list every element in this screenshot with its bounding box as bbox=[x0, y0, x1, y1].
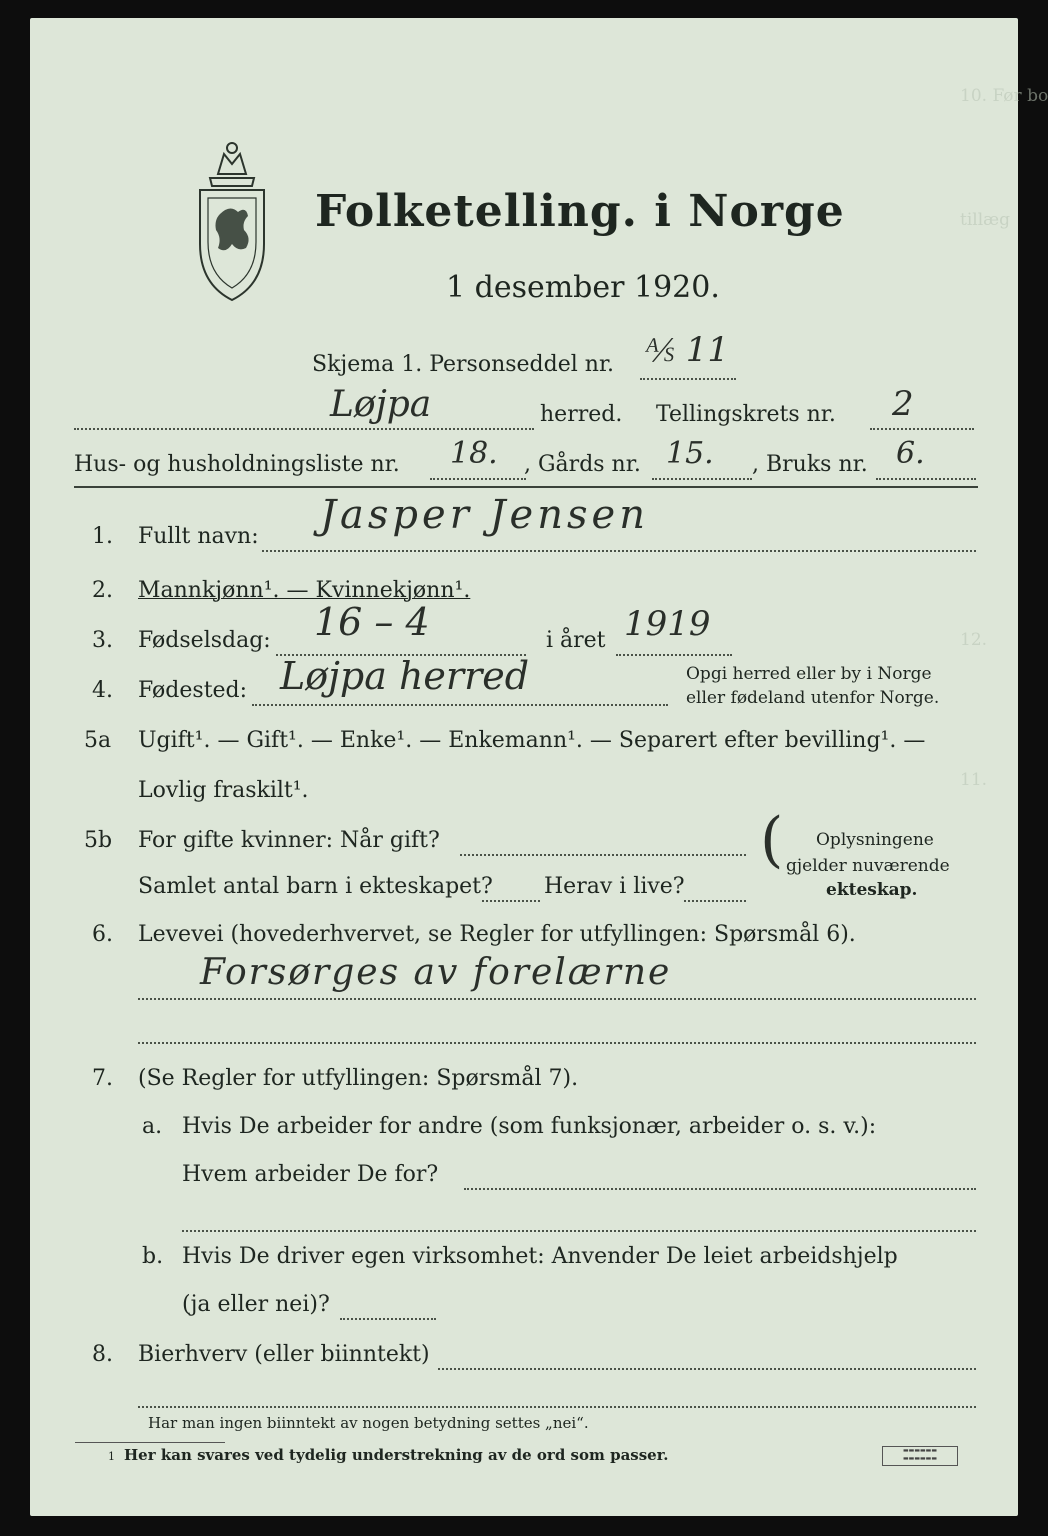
occupation-line-2[interactable] bbox=[138, 1042, 976, 1044]
herred-line bbox=[74, 428, 534, 430]
q6-label: Levevei (hovederhvervet, se Regler for utfyllingen: Spørsmål 6). bbox=[138, 922, 856, 947]
q3-label: Fødselsdag: bbox=[138, 628, 271, 653]
personseddel-value[interactable]: ⅍ 11 bbox=[645, 330, 730, 370]
q1-line bbox=[262, 550, 976, 552]
q7-number: 7. bbox=[92, 1066, 113, 1091]
hired-help-line[interactable] bbox=[340, 1318, 436, 1320]
marital-status-options[interactable]: Ugift¹. — Gift¹. — Enke¹. — Enkemann¹. — Separert efter bevilling¹. — bbox=[138, 728, 926, 753]
show-through-text: 11. bbox=[960, 770, 988, 790]
husliste-value[interactable]: 18. bbox=[450, 436, 498, 471]
gender-options[interactable]: Mannkjønn¹. — Kvinnekjønn¹. bbox=[138, 578, 471, 603]
show-through-text: tillæg bbox=[960, 210, 1011, 230]
q1-label: Fullt navn: bbox=[138, 524, 259, 549]
census-date: 1 desember 1920. bbox=[446, 270, 720, 305]
husliste-label: Hus- og husholdningsliste nr. bbox=[74, 452, 400, 477]
herred-value[interactable]: Løjpa bbox=[330, 384, 432, 425]
marital-status-options-cont[interactable]: Lovlig fraskilt¹. bbox=[138, 778, 309, 803]
no-income-note: Har man ingen biinntekt av nogen betydning settes „nei“. bbox=[148, 1414, 589, 1432]
occupation-line-1 bbox=[138, 998, 976, 1000]
married-when-line[interactable] bbox=[460, 854, 746, 856]
birth-year-value[interactable]: 1919 bbox=[624, 604, 711, 644]
q4-label: Fødested: bbox=[138, 678, 248, 703]
show-through-text: 12. bbox=[960, 630, 988, 650]
brace-glyph: ( bbox=[760, 805, 784, 875]
birthdate-value[interactable]: 16 – 4 bbox=[314, 600, 430, 644]
footnote-text: Her kan svares ved tydelig understrekning av de ord som passer. bbox=[124, 1446, 669, 1464]
printer-stamp: ▬▬▬▬▬▬ ▬▬▬▬▬▬ bbox=[882, 1446, 958, 1466]
form-title: Folketelling. i Norge bbox=[315, 186, 845, 237]
employer-line-2[interactable] bbox=[182, 1230, 976, 1232]
marriage-note-2: gjelder nuværende bbox=[786, 856, 950, 876]
footnote-rule bbox=[75, 1442, 225, 1443]
birthplace-note-1: Opgi herred eller by i Norge bbox=[686, 664, 932, 684]
q8-number: 8. bbox=[92, 1342, 113, 1367]
q7a-employer-label: Hvem arbeider De for? bbox=[182, 1162, 439, 1187]
q3-number: 3. bbox=[92, 628, 113, 653]
q7b-question: Hvis De driver egen virksomhet: Anvender De leiet arbeidshjelp bbox=[182, 1244, 898, 1269]
side-income-line[interactable] bbox=[438, 1368, 976, 1370]
skjema-label: Skjema 1. Personseddel nr. bbox=[312, 352, 615, 377]
bruks-label: , Bruks nr. bbox=[752, 452, 868, 477]
year-label: i året bbox=[546, 628, 606, 653]
q5b-married-when-label: For gifte kvinner: Når gift? bbox=[138, 828, 440, 853]
gards-value[interactable]: 15. bbox=[666, 436, 714, 471]
children-alive-line[interactable] bbox=[684, 900, 746, 902]
bruks-value[interactable]: 6. bbox=[896, 436, 925, 471]
q4-line bbox=[252, 704, 668, 706]
footnote-mark: 1 bbox=[108, 1450, 115, 1463]
tellingskrets-line bbox=[870, 428, 974, 430]
q1-number: 1. bbox=[92, 524, 113, 549]
occupation-value[interactable]: Forsørges av forelærne bbox=[200, 952, 672, 993]
q8-label: Bierhverv (eller biinntekt) bbox=[138, 1342, 430, 1367]
year-line bbox=[616, 654, 732, 656]
children-alive-label: Herav i live? bbox=[544, 874, 685, 899]
q5a-number: 5a bbox=[84, 728, 112, 753]
q4-number: 4. bbox=[92, 678, 113, 703]
q7a-question: Hvis De arbeider for andre (som funksjonær, arbeider o. s. v.): bbox=[182, 1114, 877, 1139]
children-count-label: Samlet antal barn i ekteskapet? bbox=[138, 874, 493, 899]
q6-number: 6. bbox=[92, 922, 113, 947]
birthplace-value[interactable]: Løjpa herred bbox=[280, 654, 530, 698]
census-form bbox=[30, 18, 1048, 1516]
employer-line[interactable] bbox=[464, 1188, 976, 1190]
q5b-number: 5b bbox=[84, 828, 113, 853]
tellingskrets-label: Tellingskrets nr. bbox=[656, 402, 836, 427]
q7b-answer-label: (ja eller nei)? bbox=[182, 1292, 330, 1317]
gards-label: , Gårds nr. bbox=[524, 452, 641, 477]
tellingskrets-value[interactable]: 2 bbox=[892, 384, 914, 424]
q7b-letter: b. bbox=[142, 1244, 164, 1269]
husliste-line bbox=[430, 478, 526, 480]
show-through-text: 10. Før bo bbox=[960, 86, 1048, 106]
birthplace-note-2: eller fødeland utenfor Norge. bbox=[686, 688, 940, 708]
gards-line bbox=[652, 478, 752, 480]
q7-label: (Se Regler for utfyllingen: Spørsmål 7). bbox=[138, 1066, 579, 1091]
bruks-line bbox=[876, 478, 976, 480]
marriage-note-1: Oplysningene bbox=[816, 830, 934, 850]
personseddel-line bbox=[640, 378, 736, 380]
coat-of-arms-icon bbox=[190, 134, 274, 304]
q2-number: 2. bbox=[92, 578, 113, 603]
header-divider bbox=[74, 486, 978, 488]
marriage-note-3: ekteskap. bbox=[826, 880, 918, 900]
herred-label: herred. bbox=[540, 402, 623, 427]
q7a-letter: a. bbox=[142, 1114, 163, 1139]
children-count-line[interactable] bbox=[482, 900, 540, 902]
full-name-value[interactable]: Jasper Jensen bbox=[320, 492, 649, 538]
side-income-line-2[interactable] bbox=[138, 1406, 976, 1408]
